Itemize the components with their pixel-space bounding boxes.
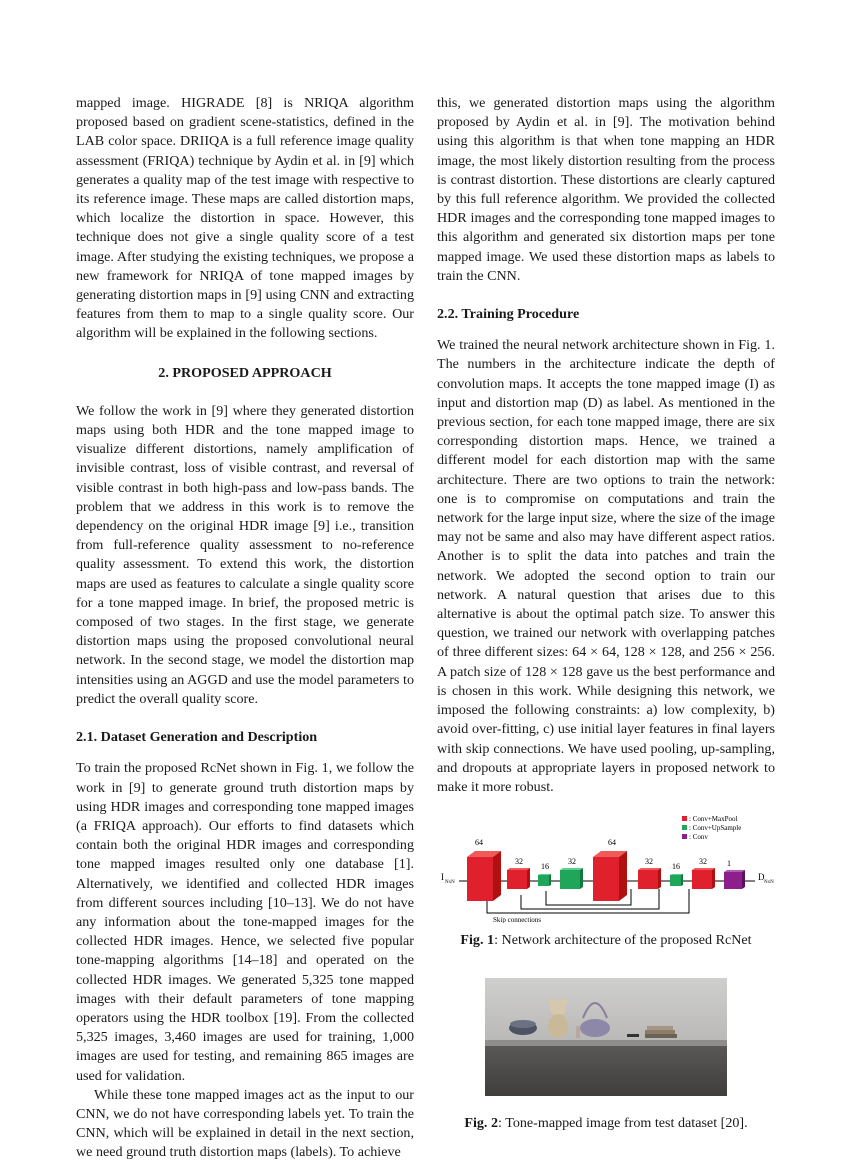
section-title: 2. PROPOSED APPROACH: [158, 364, 332, 381]
legend-label-conv: : Conv: [689, 833, 708, 842]
depth-label-4: 32: [568, 857, 576, 867]
paragraph-approach: We follow the work in [9] where they generated distortion maps using both HDR and the tone mapped image to visualize different distortions, namely amplification of invisible contrast, loss of visible contrast, and reversal of visible contrast in both high-pass and low-pass bands. The problem that we address in this work is to remove the dependency on the original HDR image [9] i.e., transition from full-reference quality assessment to no-reference quality assessment. To extend this work, the distortion maps are used as features to calculate a single quality score for a tone mapped image. In brief, the proposed metric is composed of two stages. In the first stage, we generate distortion maps using the proposed convolutional neural network. In the second stage, we model the distortion map intensities using an AGGD and use the model parameters to predict the overall quality score.: [76, 402, 414, 707]
legend-label-maxpool: : Conv+MaxPool: [689, 815, 738, 824]
layer-block-4: [560, 868, 583, 889]
figure-1-caption: [437, 931, 775, 950]
figure-2-caption: [437, 1114, 775, 1133]
paragraph-intro: mapped image. HIGRADE [8] is NRIQA algorithm proposed based on gradient scene-statistics, defined in the LAB color space. DRIIQA is a full reference image quality assessment (FRIQA) technique by Aydin et al. in [9] which generates a quality map of the test image with respective to its reference image. These maps are called distortion maps, which localize the distortion in space. However, this technique does not give a single quality score of a test image. After studying the existing techniques, we propose a new framework for NRIQA of tone mapped images by generating distortion maps in [9] using CNN and extracting features from them to map to a single quality score. Our algorithm will be explained in the following sections.: [76, 95, 414, 342]
legend-swatch-conv: [682, 834, 687, 839]
figure-2-caption-label: Fig. 2: [464, 1115, 499, 1132]
left-column: [76, 94, 414, 1163]
input-label: I: [441, 872, 444, 883]
output-size-label: NxN: [764, 880, 774, 886]
paragraph-labels: While these tone mapped images act as the input to our CNN, we do not have corresponding labels yet. To train the CNN, which will be explained in detail in the next section, we need ground truth distortion maps (labels). To achieve: [76, 1086, 414, 1161]
layer-block-8: [692, 868, 715, 889]
network-architecture-diagram: [437, 813, 775, 923]
depth-label-5: 64: [608, 838, 616, 848]
subsection-title-dataset: 2.1. Dataset Generation and Description: [76, 729, 318, 746]
layer-block-7: [670, 874, 683, 886]
layer-block-3: [538, 874, 551, 886]
layer-block-6: [638, 868, 661, 889]
output-label: D: [758, 872, 765, 883]
layer-block-9: [724, 870, 745, 889]
figure-2-caption-text: : Tone-mapped image from test dataset [20].: [498, 1115, 748, 1132]
skip-connections-label: Skip connections: [493, 916, 542, 924]
input-size-label: NxN: [445, 880, 455, 886]
depth-label-3: 16: [541, 862, 549, 872]
legend-label-upsample: : Conv+UpSample: [689, 824, 742, 833]
figure-1-caption-text: : Network architecture of the proposed RcNet: [494, 932, 752, 949]
depth-label-2: 32: [515, 857, 523, 867]
layer-block-1: [467, 851, 501, 901]
depth-label-9: 1: [727, 859, 731, 869]
paragraph-continue: this, we generated distortion maps using the algorithm proposed by Aydin et al. in [9]. The motivation behind using this algorithm is that when tone mapping an HDR image, the most likely distortion resulting from the process is contrast distortion. These distortions are clearly captured by this full reference algorithm. We provided the collected HDR images and the corresponding tone mapped images to this algorithm and generated six distortion maps per tone mapped image. We used these distortion maps as labels to train the CNN.: [437, 95, 775, 284]
paragraph-training: We trained the neural network architecture shown in Fig. 1. The numbers in the architecture indicate the depth of convolution maps. It accepts the tone mapped image (I) as input and distortion map (D) as label. As mentioned in the previous section, for each tone mapped image, there are six corresponding distortion maps. Hence, we trained a different model for each distortion map with the same architecture. There are two options to train the network: one is to compromise on computations and train the network for the large input size, where the size of the image may not be same and also may have different aspect ratios. Another is to split the data into patches and train the network. We adopted the second option to train our network. A natural question that arises due to this alternative is about the optimal patch size. To answer this question, we trained our network with overlapping patches of three different sizes: 64 × 64, 128 × 128, and 256 × 256. A patch size of 128 × 128 gave us the best performance and is chosen in this work. While designing this network, we imposed the following constraints: a) low complexity, b) avoid over-fitting, c) use initial layer features in final layers with skip connections. We have used pooling, up-sampling, and dropouts at appropriate layers in proposed network to make it more robust.: [437, 337, 775, 795]
depth-label-8: 32: [699, 857, 707, 867]
layer-block-2: [507, 868, 530, 889]
figure-1-caption-label: Fig. 1: [460, 932, 495, 949]
legend-swatch-upsample: [682, 825, 687, 830]
figure-1: [437, 813, 775, 923]
legend-swatch-maxpool: [682, 816, 687, 821]
depth-label-1: 64: [475, 838, 483, 848]
tone-mapped-scene-image: [485, 978, 727, 1096]
right-column: [437, 94, 775, 1134]
depth-label-6: 32: [645, 857, 653, 867]
paragraph-dataset: To train the proposed RcNet shown in Fig. 1, we follow the work in [9] to generate ground truth distortion maps by using HDR images and corresponding tone mapped images (a FRIQA approach). Our efforts to find datasets which contain both the original HDR images and corresponding tone mapped images resulted only one database [1]. Alternatively, we identified and collected HDR images from different sources including [10–13]. We do not have any information about the tone-mapped images for the collected HDR images. Hence, we selected five popular tone-mapping algorithms [14–18] and operated on the collected HDR images. We generated 5,325 tone mapped images with their default parameters of tone mapping operators using the HDR toolbox [19]. From the collected 5,325 images, 3,460 images are used for training, 1,000 images are used for testing, and remaining 865 images are used for validation.: [76, 760, 414, 1084]
depth-label-7: 16: [672, 862, 680, 872]
subsection-title-training: 2.2. Training Procedure: [437, 306, 580, 323]
figure-2-photo: [485, 978, 727, 1096]
layer-block-5: [593, 851, 627, 901]
skip-connection-2: [521, 889, 659, 909]
